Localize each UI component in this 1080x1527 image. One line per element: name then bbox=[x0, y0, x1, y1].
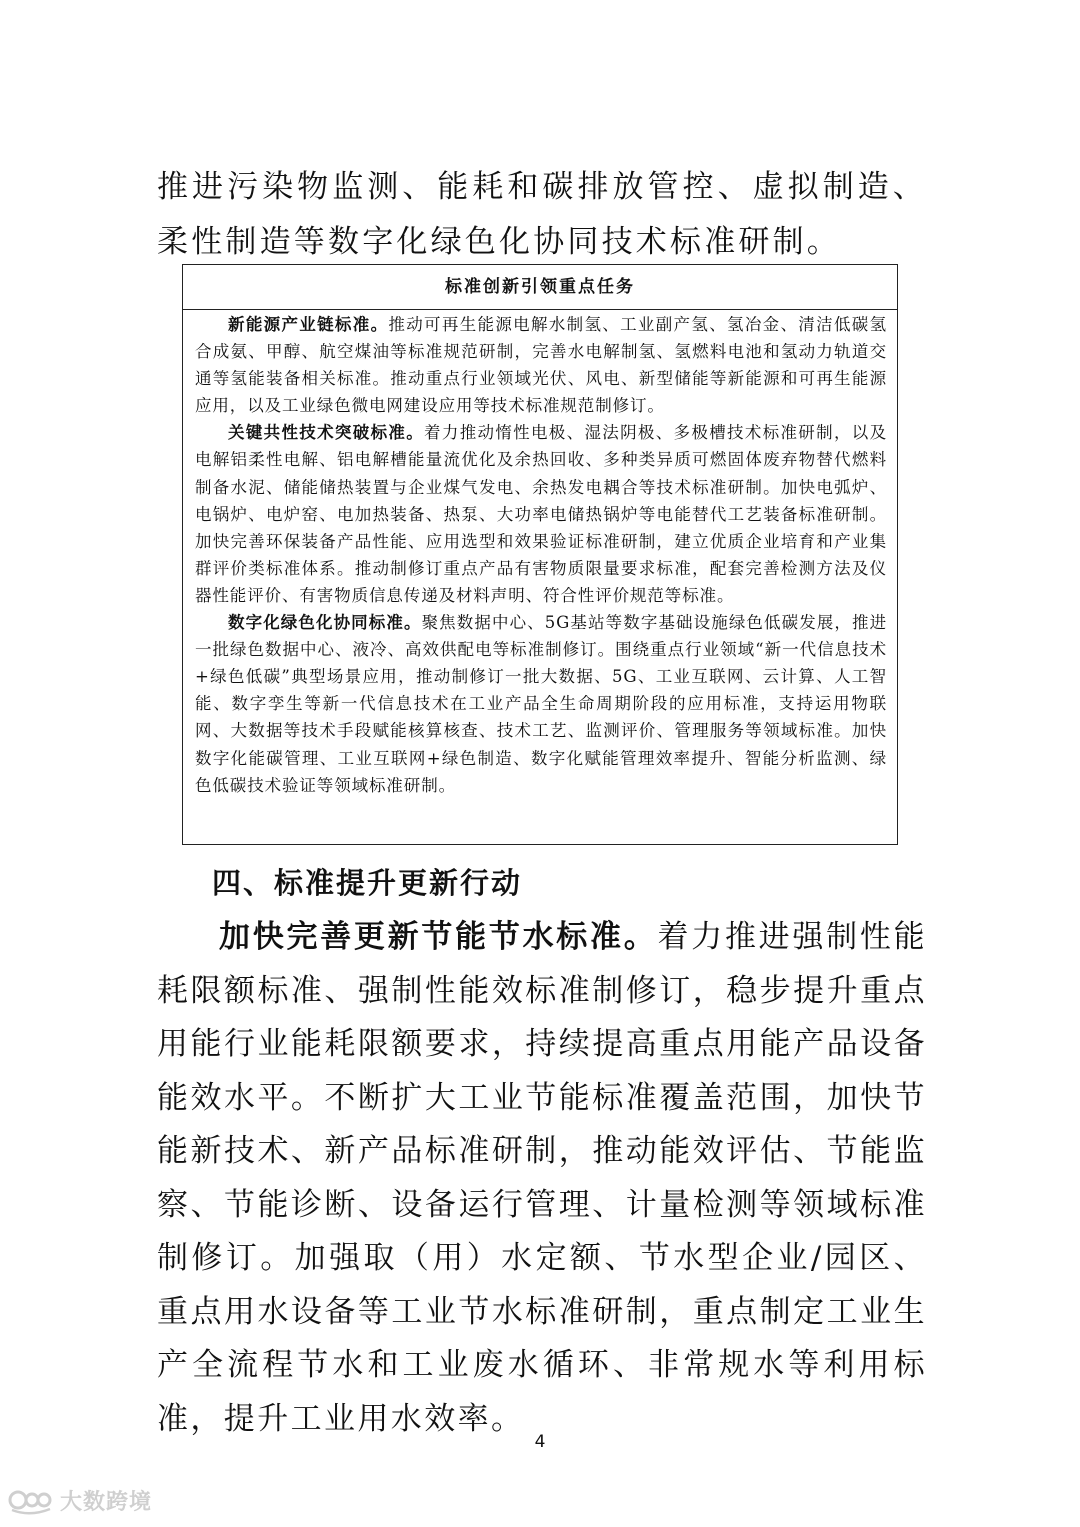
page-number: 4 bbox=[534, 1432, 546, 1452]
task-item-lead: 新能源产业链标准。 bbox=[228, 315, 389, 334]
task-item-digital-green bbox=[195, 609, 887, 799]
task-item-lead: 数字化绿色化协同标准。 bbox=[228, 613, 422, 633]
section-heading: 四、标准提升更新行动 bbox=[212, 866, 523, 900]
task-item-new-energy bbox=[195, 311, 887, 419]
task-item-lead: 关键共性技术突破标准。 bbox=[228, 423, 425, 443]
key-tasks-title: 标准创新引领重点任务 bbox=[183, 265, 897, 310]
task-item-text: 着力推动惰性电极、湿法阴极、多极槽技术标准研制，以及电解铝柔性电解、铝电解槽能量流优化及余热回收、多种类异质可燃固体废弃物替代燃料制备水泥、储能储热装置与企业煤气发电、余热发电耦合等技术标准研制。加快电弧炉、电锅炉、电炉窑、电加热装备、热泵、大功率电储热锅炉等电能替代工艺装备标准研制。加快完善环保装备产品性能、应用选型和效果验证标准研制，建立优质企业培育和产业集群评价类标准体系。推动制修订重点产品有害物质限量要求标准，配套完善检测方法及仪器性能评价、有害物质信息传递及材料声明、符合性评价规范等标准。 bbox=[195, 423, 887, 605]
task-item-text: 推动可再生能源电解水制氢、工业副产氢、氢冶金、清洁低碳氢合成氨、甲醇、航空煤油等标准规范研制，完善水电解制氢、氢燃料电池和氢动力轨道交通等氢能装备相关标准。推动重点行业领域光伏、风电、新型储能等新能源和可再生能源应用，以及工业绿色微电网建设应用等技术标准规范制修订。 bbox=[195, 315, 887, 416]
intro-paragraph: 推进污染物监测、能耗和碳排放管控、虚拟制造、柔性制造等数字化绿色化协同技术标准研制。 bbox=[157, 169, 927, 260]
watermark bbox=[8, 1482, 152, 1518]
task-item-key-technology bbox=[195, 419, 887, 609]
watermark-text: 大数跨境 bbox=[60, 1489, 153, 1515]
task-item-text: 聚焦数据中心、5G基站等数字基础设施绿色低碳发展，推进一批绿色数据中心、液冷、高效供配电等标准制修订。围绕重点行业领域“新一代信息技术+绿色低碳”典型场景应用，推动制修订一批大数据、5G、工业互联网、云计算、人工智能、数字孪生等新一代信息技术在工业产品全生命周期阶段的应用标准，支持运用物联网、大数据等技术手段赋能核算核查、技术工艺、监测评价、管理服务等领域标准。加快数字化能碳管理、工业互联网+绿色制造、数字化赋能管理效率提升、智能分析监测、绿色低碳技术验证等领域标准研制。 bbox=[195, 613, 887, 795]
key-tasks-body bbox=[183, 310, 897, 799]
section-paragraph-text: 着力推进强制性能耗限额标准、强制性能效标准制修订，稳步提升重点用能行业能耗限额要求，持续提高重点用能产品设备能效水平。不断扩大工业节能标准覆盖范围，加快节能新技术、新产品标准研制，推动能效评估、节能监察、节能诊断、设备运行管理、计量检测等领域标准制修订。加强取（用）水定额、节水型企业/园区、重点用水设备等工业节水标准研制，重点制定工业生产全流程节水和工业废水循环、非常规水等利用标准，提升工业用水效率。 bbox=[157, 919, 927, 1437]
section-paragraph-lead: 加快完善更新节能节水标准。 bbox=[219, 919, 658, 955]
key-tasks-box bbox=[182, 264, 898, 845]
section-paragraph bbox=[157, 911, 927, 1446]
brand-logo-icon bbox=[8, 1485, 54, 1515]
